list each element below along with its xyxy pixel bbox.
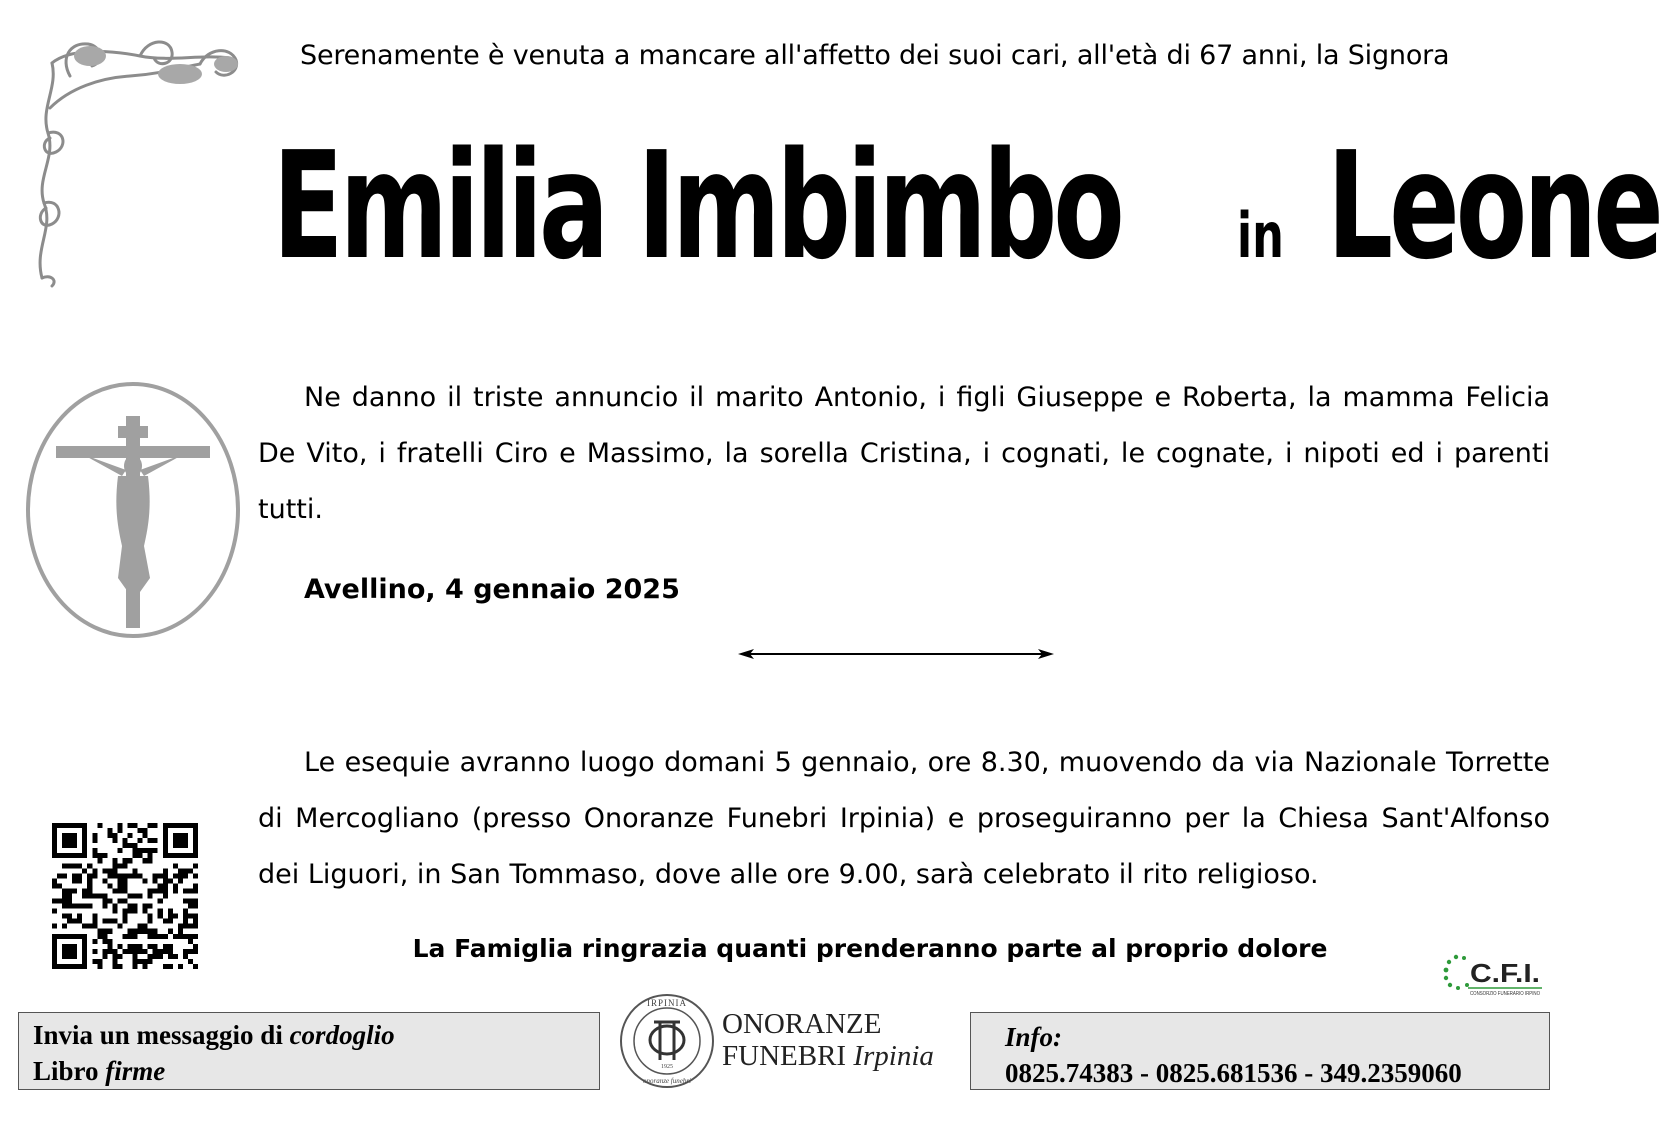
guestbook-link[interactable] bbox=[33, 1053, 585, 1089]
deceased-name-connector: in bbox=[1236, 199, 1284, 272]
place-date: Avellino, 4 gennaio 2025 bbox=[304, 574, 680, 605]
deceased-name-first: Emilia Imbimbo bbox=[273, 120, 1122, 292]
funeral-home-name-line2 bbox=[722, 1040, 934, 1072]
cfi-logo-subtext: CONSORZIO FUNERARIO IRPINO bbox=[1470, 991, 1541, 997]
crucifix-icon bbox=[22, 378, 244, 642]
funeral-home-name-funebri: FUNEBRI bbox=[722, 1040, 847, 1072]
guestbook-label: Libro bbox=[33, 1056, 99, 1086]
intro-text: Serenamente è venuta a mancare all'affetto dei suoi cari, all'età di 67 anni, la Signora bbox=[300, 40, 1450, 71]
funeral-home-logo bbox=[618, 992, 716, 1090]
corner-ornament bbox=[30, 28, 245, 288]
condolence-label: Invia un messaggio di bbox=[33, 1020, 283, 1050]
cfi-logo bbox=[1440, 948, 1545, 998]
deceased-name bbox=[273, 120, 1660, 292]
condolence-box[interactable] bbox=[18, 1012, 600, 1090]
funeral-home-name bbox=[722, 1008, 934, 1072]
logo-ring-top: IRPINIA bbox=[647, 998, 687, 1008]
info-label-text: Info: bbox=[1005, 1022, 1063, 1052]
deceased-name-last: Leone bbox=[1326, 120, 1660, 292]
announcement-text: Ne danno il triste annuncio il marito Antonio, i figli Giuseppe e Roberta, la mamma Felicia De Vito, i fratelli Ciro e Massimo, la sorella Cristina, i cognati, le cognate, i nipoti ed i parenti tutti. bbox=[258, 382, 1550, 525]
double-arrow-divider bbox=[736, 644, 1056, 664]
logo-ring-year: 1925 bbox=[661, 1064, 673, 1070]
info-label bbox=[1005, 1019, 1515, 1055]
info-box bbox=[970, 1012, 1550, 1090]
funeral-home-name-irpinia: Irpinia bbox=[853, 1040, 934, 1072]
cfi-logo-text: C.F.I. bbox=[1470, 958, 1540, 988]
funeral-details: Le esequie avranno luogo domani 5 gennaio, ore 8.30, muovendo da via Nazionale Torrette di Mercogliano (presso Onoranze Funebri Irpinia) e proseguiranno per la Chiesa Sant'Alfonso dei Liguori, in San Tommaso, dove alle ore 9.00, sarà celebrato il rito religioso. bbox=[258, 747, 1550, 890]
info-phones[interactable]: 0825.74383 - 0825.681536 - 349.2359060 bbox=[1005, 1058, 1462, 1088]
logo-ring-bottom: onoranze funebri bbox=[642, 1077, 692, 1085]
funeral-home-name-line1: ONORANZE bbox=[722, 1008, 882, 1040]
condolence-message-link[interactable] bbox=[33, 1017, 585, 1053]
thanks-text: La Famiglia ringrazia quanti prenderanno parte al proprio dolore bbox=[412, 934, 1328, 963]
condolence-label-italic: cordoglio bbox=[289, 1020, 395, 1050]
qr-code[interactable] bbox=[52, 823, 198, 969]
guestbook-label-italic: firme bbox=[105, 1056, 166, 1086]
